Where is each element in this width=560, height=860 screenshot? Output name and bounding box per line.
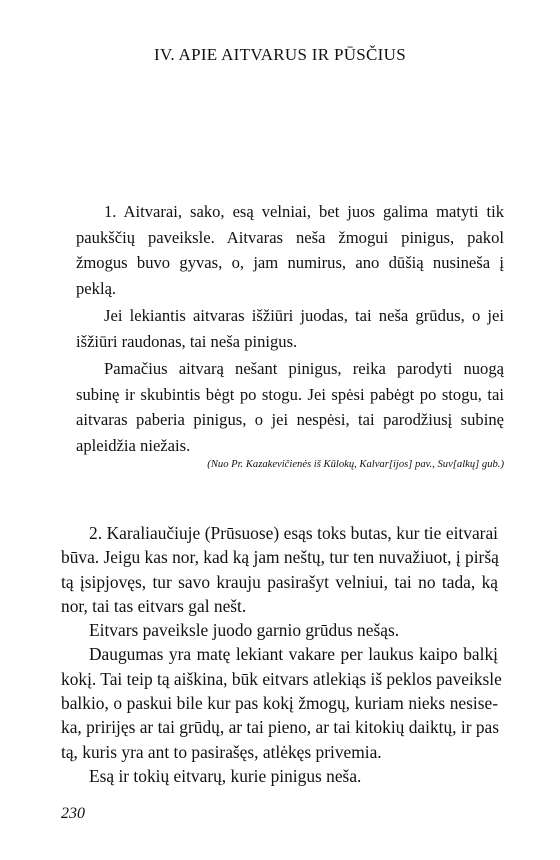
text-line: Esą ir tokių eitvarų, kurie pinigus neša.: [89, 765, 362, 786]
text-line: tą įsipjovęs, tur savo krauju pasirašyt velniui, tai no tada, ką: [61, 571, 498, 592]
section-2: [61, 521, 502, 788]
text-line: išžiūri raudonas, tai neša pinigus.: [76, 331, 298, 351]
text-line: žmogus buvo gyvas, o, jam numirus, ano dūšią nusineša į: [76, 253, 504, 272]
text-line: 1. Aitvarai, sako, esą velniai, bet juos galima matyti tik: [104, 202, 504, 221]
text-line: nor, tai tas eitvars gal nešt.: [61, 595, 247, 616]
text-line: Eitvars paveiksle juodo garnio grūdus nešąs.: [89, 620, 400, 641]
page-number: 230: [61, 805, 85, 822]
source-citation: (Nuo Pr. Kazakevičienės iš Kūlokų, Kalvar[ijos] pav., Suv[alkų] gub.): [207, 459, 504, 470]
text-line: tą, kuris yra ant to pasirašęs, atlėkęs privemia.: [61, 741, 382, 762]
text-line: peklą.: [76, 278, 117, 298]
text-line: Daugumas yra matę lekiant vakare per laukus kaipo balkį: [89, 644, 498, 665]
section-1: [76, 199, 504, 458]
text-line: subinę ir skubintis bėgt po stogu. Jei spėsi pabėgt po stogu, tai: [76, 384, 504, 404]
text-line: Pamačius aitvarą nešant pinigus, reika parodyti nuogą: [104, 359, 504, 378]
text-line: būva. Jeigu kas nor, kad ką jam neštų, tur ten nuvažiuot, į piršą: [61, 547, 499, 568]
text-line: balkio, o paskui bile kur pas kokį žmogų, kuriam nieks nesise-: [61, 693, 498, 714]
chapter-title: IV. APIE AITVARUS IR PŪSČIUS: [154, 45, 406, 64]
text-line: kokį. Tai teip tą aiškina, būk eitvars atlekiąs iš peklos paveiksle: [61, 668, 502, 689]
text-line: apleidžia niežais.: [76, 435, 191, 455]
text-line: Jei lekiantis aitvaras išžiūri juodas, tai neša grūdus, o jei: [104, 306, 504, 325]
text-line: 2. Karaliaučiuje (Prūsuose) esąs toks butas, kur tie eitvarai: [89, 523, 498, 543]
text-line: ka, pririjęs ar tai grūdų, ar tai pieno, ar tai kitokių daiktų, ir pas: [61, 717, 500, 738]
text-line: aitvaras paberia pinigus, o jei nespėsi, tai parodžiusį subinę: [76, 410, 504, 429]
text-line: paukščių paveiksle. Aitvaras neša žmogui pinigus, pakol: [76, 227, 504, 247]
